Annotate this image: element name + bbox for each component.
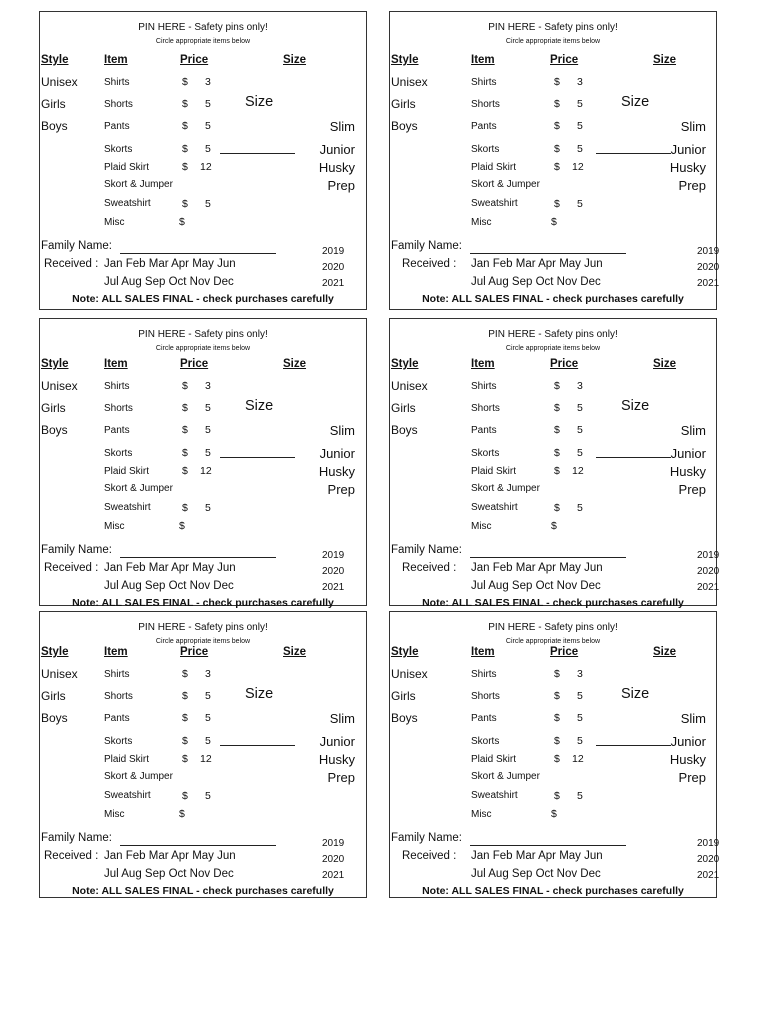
year-2021: 2021 [322, 582, 345, 593]
item-shirts: Shirts [471, 669, 497, 680]
size-header: Size [283, 54, 307, 66]
family-name-label: Family Name: [41, 544, 112, 556]
circle-instructions: Circle appropriate items below [155, 638, 251, 645]
item-plaid-skirt: Plaid Skirt [104, 162, 150, 173]
family-name-label: Family Name: [41, 240, 112, 252]
price-currency: $ [182, 402, 188, 414]
price-plaid-skirt: 12 [200, 465, 212, 477]
price-currency: $ [551, 520, 557, 532]
family-name-label: Family Name: [391, 544, 462, 556]
pin-here-text: PIN HERE - Safety pins only! [488, 622, 618, 633]
order-form-card [389, 611, 720, 898]
pin-here-text: PIN HERE - Safety pins only! [488, 329, 618, 340]
size-prep: Prep [678, 770, 706, 785]
circle-instructions: Circle appropriate items below [505, 38, 601, 45]
item-shorts: Shorts [104, 691, 133, 702]
style-girls: Girls [41, 97, 66, 111]
price-currency: $ [554, 735, 560, 747]
style-unisex: Unisex [41, 75, 78, 89]
size-label: Size [245, 398, 274, 414]
size-husky: Husky [669, 464, 706, 479]
family-name-label: Family Name: [391, 240, 462, 252]
price-currency: $ [554, 690, 560, 702]
price-pants: 5 [205, 424, 211, 436]
order-form-card [389, 11, 720, 310]
price-currency: $ [554, 465, 560, 477]
item-header: Item [471, 646, 495, 658]
received-label: Received : [402, 562, 457, 574]
price-skorts: 5 [205, 735, 211, 747]
price-currency: $ [182, 76, 188, 88]
item-misc: Misc [471, 521, 492, 532]
item-sweatshirt: Sweatshirt [471, 502, 518, 513]
months-row-2: Jul Aug Sep Oct Nov Dec [104, 868, 234, 880]
style-girls: Girls [41, 401, 66, 415]
months-row-1: Jan Feb Mar Apr May Jun [471, 258, 603, 270]
price-shorts: 5 [205, 98, 211, 110]
item-header: Item [104, 358, 128, 370]
style-unisex: Unisex [391, 667, 428, 681]
sales-final-note: Note: ALL SALES FINAL - check purchases carefully [72, 597, 334, 609]
months-row-2: Jul Aug Sep Oct Nov Dec [471, 276, 601, 288]
item-misc: Misc [471, 809, 492, 820]
size-write-line[interactable] [596, 745, 671, 746]
item-shorts: Shorts [471, 403, 500, 414]
size-write-line[interactable] [596, 153, 671, 154]
price-currency: $ [551, 216, 557, 228]
size-prep: Prep [327, 178, 355, 193]
item-pants: Pants [104, 713, 130, 724]
style-unisex: Unisex [41, 667, 78, 681]
item-pants: Pants [471, 425, 497, 436]
received-label: Received : [402, 850, 457, 862]
price-shirts: 3 [577, 76, 583, 88]
price-shorts: 5 [577, 402, 583, 414]
price-currency: $ [182, 198, 188, 210]
size-junior: Junior [670, 142, 706, 157]
size-husky: Husky [318, 160, 355, 175]
item-skort-jumper: Skort & Jumper [104, 483, 173, 494]
item-plaid-skirt: Plaid Skirt [471, 162, 517, 173]
item-skorts: Skorts [471, 736, 500, 747]
year-2021: 2021 [322, 278, 345, 289]
pin-here-text: PIN HERE - Safety pins only! [138, 329, 268, 340]
family-name-line[interactable] [120, 845, 276, 846]
year-2020: 2020 [697, 854, 720, 865]
order-form-card [39, 11, 367, 310]
price-currency: $ [551, 808, 557, 820]
price-skorts: 5 [577, 447, 583, 459]
circle-instructions: Circle appropriate items below [155, 345, 251, 352]
sales-final-note: Note: ALL SALES FINAL - check purchases carefully [72, 885, 334, 897]
price-currency: $ [554, 76, 560, 88]
months-row-1: Jan Feb Mar Apr May Jun [104, 258, 236, 270]
price-header: Price [180, 358, 209, 370]
item-misc: Misc [104, 521, 125, 532]
item-skort-jumper: Skort & Jumper [104, 179, 173, 190]
size-write-line[interactable] [596, 457, 671, 458]
year-2020: 2020 [322, 854, 345, 865]
size-prep: Prep [678, 482, 706, 497]
item-misc: Misc [104, 217, 125, 228]
received-label: Received : [402, 258, 457, 270]
year-2021: 2021 [697, 870, 720, 881]
price-currency: $ [182, 712, 188, 724]
style-girls: Girls [391, 97, 416, 111]
order-form-card [389, 318, 720, 609]
style-girls: Girls [41, 689, 66, 703]
item-skort-jumper: Skort & Jumper [471, 483, 540, 494]
year-2019: 2019 [322, 246, 345, 257]
style-girls: Girls [391, 401, 416, 415]
size-label: Size [621, 686, 650, 702]
item-sweatshirt: Sweatshirt [471, 790, 518, 801]
size-junior: Junior [319, 734, 355, 749]
price-shirts: 3 [577, 668, 583, 680]
received-label: Received : [44, 562, 99, 574]
price-skorts: 5 [205, 143, 211, 155]
circle-instructions: Circle appropriate items below [155, 38, 251, 45]
price-currency: $ [179, 520, 185, 532]
price-pants: 5 [577, 120, 583, 132]
price-currency: $ [554, 447, 560, 459]
pin-here-text: PIN HERE - Safety pins only! [138, 622, 268, 633]
price-shirts: 3 [205, 668, 211, 680]
price-currency: $ [182, 161, 188, 173]
price-currency: $ [554, 424, 560, 436]
price-currency: $ [182, 735, 188, 747]
size-header: Size [653, 54, 677, 66]
order-form-card [39, 611, 367, 898]
months-row-2: Jul Aug Sep Oct Nov Dec [471, 580, 601, 592]
months-row-1: Jan Feb Mar Apr May Jun [104, 562, 236, 574]
item-pants: Pants [471, 121, 497, 132]
style-boys: Boys [391, 119, 418, 133]
family-name-line[interactable] [470, 845, 626, 846]
price-sweatshirt: 5 [205, 198, 211, 210]
price-sweatshirt: 5 [205, 790, 211, 802]
size-label: Size [621, 398, 650, 414]
item-header: Item [104, 646, 128, 658]
family-name-line[interactable] [470, 557, 626, 558]
family-name-label: Family Name: [391, 832, 462, 844]
price-skorts: 5 [577, 735, 583, 747]
price-header: Price [180, 646, 209, 658]
year-2021: 2021 [697, 582, 720, 593]
item-shirts: Shirts [471, 381, 497, 392]
size-prep: Prep [678, 178, 706, 193]
size-slim: Slim [680, 119, 706, 134]
size-junior: Junior [319, 142, 355, 157]
item-sweatshirt: Sweatshirt [104, 502, 151, 513]
price-currency: $ [554, 753, 560, 765]
circle-instructions: Circle appropriate items below [505, 638, 601, 645]
item-skorts: Skorts [471, 448, 500, 459]
size-prep: Prep [327, 482, 355, 497]
order-form-card [39, 318, 367, 609]
price-currency: $ [182, 98, 188, 110]
item-sweatshirt: Sweatshirt [104, 198, 151, 209]
year-2020: 2020 [697, 262, 720, 273]
item-skort-jumper: Skort & Jumper [104, 771, 173, 782]
item-shorts: Shorts [104, 403, 133, 414]
item-pants: Pants [104, 425, 130, 436]
item-misc: Misc [104, 809, 125, 820]
price-plaid-skirt: 12 [572, 753, 584, 765]
item-shirts: Shirts [471, 77, 497, 88]
sales-final-note: Note: ALL SALES FINAL - check purchases carefully [422, 885, 684, 897]
price-shirts: 3 [205, 76, 211, 88]
size-write-line[interactable] [220, 745, 295, 746]
months-row-2: Jul Aug Sep Oct Nov Dec [104, 580, 234, 592]
year-2021: 2021 [322, 870, 345, 881]
size-header: Size [653, 358, 677, 370]
style-boys: Boys [391, 711, 418, 725]
size-husky: Husky [318, 464, 355, 479]
size-slim: Slim [329, 119, 355, 134]
price-currency: $ [554, 120, 560, 132]
price-header: Price [550, 646, 579, 658]
price-currency: $ [554, 161, 560, 173]
item-skorts: Skorts [471, 144, 500, 155]
sales-final-note: Note: ALL SALES FINAL - check purchases carefully [422, 597, 684, 609]
price-skorts: 5 [577, 143, 583, 155]
year-2019: 2019 [697, 246, 720, 257]
item-shirts: Shirts [104, 669, 130, 680]
pin-here-text: PIN HERE - Safety pins only! [138, 22, 268, 33]
size-write-line[interactable] [220, 457, 295, 458]
price-header: Price [180, 54, 209, 66]
sales-final-note: Note: ALL SALES FINAL - check purchases carefully [72, 293, 334, 305]
item-header: Item [471, 358, 495, 370]
price-pants: 5 [577, 424, 583, 436]
price-currency: $ [182, 447, 188, 459]
price-pants: 5 [205, 120, 211, 132]
year-2020: 2020 [322, 262, 345, 273]
received-label: Received : [44, 850, 99, 862]
size-header: Size [283, 358, 307, 370]
received-label: Received : [44, 258, 99, 270]
price-currency: $ [179, 216, 185, 228]
year-2020: 2020 [322, 566, 345, 577]
size-label: Size [621, 94, 650, 110]
price-shorts: 5 [205, 690, 211, 702]
item-shirts: Shirts [104, 381, 130, 392]
size-slim: Slim [680, 711, 706, 726]
size-husky: Husky [318, 752, 355, 767]
style-header: Style [391, 646, 419, 658]
item-misc: Misc [471, 217, 492, 228]
item-skort-jumper: Skort & Jumper [471, 771, 540, 782]
size-header: Size [653, 646, 677, 658]
price-currency: $ [182, 502, 188, 514]
price-skorts: 5 [205, 447, 211, 459]
item-pants: Pants [104, 121, 130, 132]
price-sweatshirt: 5 [577, 502, 583, 514]
year-2019: 2019 [697, 838, 720, 849]
size-slim: Slim [329, 423, 355, 438]
year-2021: 2021 [697, 278, 720, 289]
price-currency: $ [554, 668, 560, 680]
item-plaid-skirt: Plaid Skirt [104, 466, 150, 477]
item-skorts: Skorts [104, 448, 133, 459]
price-sweatshirt: 5 [205, 502, 211, 514]
style-unisex: Unisex [391, 379, 428, 393]
price-header: Price [550, 54, 579, 66]
item-sweatshirt: Sweatshirt [104, 790, 151, 801]
price-currency: $ [554, 143, 560, 155]
family-name-line[interactable] [120, 557, 276, 558]
price-currency: $ [554, 712, 560, 724]
price-currency: $ [182, 753, 188, 765]
size-junior: Junior [670, 446, 706, 461]
size-slim: Slim [329, 711, 355, 726]
year-2019: 2019 [322, 838, 345, 849]
size-label: Size [245, 686, 274, 702]
style-boys: Boys [391, 423, 418, 437]
price-currency: $ [554, 198, 560, 210]
price-shirts: 3 [205, 380, 211, 392]
price-currency: $ [182, 143, 188, 155]
price-shorts: 5 [205, 402, 211, 414]
pin-here-text: PIN HERE - Safety pins only! [488, 22, 618, 33]
size-label: Size [245, 94, 274, 110]
size-write-line[interactable] [220, 153, 295, 154]
item-shorts: Shorts [471, 691, 500, 702]
months-row-2: Jul Aug Sep Oct Nov Dec [104, 276, 234, 288]
size-prep: Prep [327, 770, 355, 785]
item-plaid-skirt: Plaid Skirt [471, 466, 517, 477]
family-name-line[interactable] [120, 253, 276, 254]
size-header: Size [283, 646, 307, 658]
style-header: Style [41, 54, 69, 66]
price-sweatshirt: 5 [577, 790, 583, 802]
size-junior: Junior [670, 734, 706, 749]
price-plaid-skirt: 12 [200, 753, 212, 765]
price-pants: 5 [577, 712, 583, 724]
style-unisex: Unisex [391, 75, 428, 89]
months-row-1: Jan Feb Mar Apr May Jun [104, 850, 236, 862]
price-plaid-skirt: 12 [572, 161, 584, 173]
price-currency: $ [182, 380, 188, 392]
year-2019: 2019 [697, 550, 720, 561]
item-shorts: Shorts [471, 99, 500, 110]
size-husky: Husky [669, 160, 706, 175]
item-shorts: Shorts [104, 99, 133, 110]
sales-final-note: Note: ALL SALES FINAL - check purchases carefully [422, 293, 684, 305]
price-shirts: 3 [577, 380, 583, 392]
item-skorts: Skorts [104, 144, 133, 155]
price-currency: $ [182, 465, 188, 477]
style-header: Style [41, 646, 69, 658]
months-row-1: Jan Feb Mar Apr May Jun [471, 562, 603, 574]
price-currency: $ [554, 790, 560, 802]
price-currency: $ [554, 98, 560, 110]
style-boys: Boys [41, 711, 68, 725]
price-shorts: 5 [577, 98, 583, 110]
size-slim: Slim [680, 423, 706, 438]
style-girls: Girls [391, 689, 416, 703]
circle-instructions: Circle appropriate items below [505, 345, 601, 352]
item-pants: Pants [471, 713, 497, 724]
price-currency: $ [179, 808, 185, 820]
style-boys: Boys [41, 119, 68, 133]
item-shirts: Shirts [104, 77, 130, 88]
size-husky: Husky [669, 752, 706, 767]
family-name-line[interactable] [470, 253, 626, 254]
price-currency: $ [182, 120, 188, 132]
year-2019: 2019 [322, 550, 345, 561]
item-sweatshirt: Sweatshirt [471, 198, 518, 209]
style-unisex: Unisex [41, 379, 78, 393]
price-pants: 5 [205, 712, 211, 724]
price-header: Price [550, 358, 579, 370]
price-plaid-skirt: 12 [200, 161, 212, 173]
price-currency: $ [182, 424, 188, 436]
price-currency: $ [182, 790, 188, 802]
style-boys: Boys [41, 423, 68, 437]
price-currency: $ [554, 502, 560, 514]
family-name-label: Family Name: [41, 832, 112, 844]
price-currency: $ [554, 380, 560, 392]
price-currency: $ [182, 668, 188, 680]
item-skorts: Skorts [104, 736, 133, 747]
item-plaid-skirt: Plaid Skirt [471, 754, 517, 765]
size-junior: Junior [319, 446, 355, 461]
item-skort-jumper: Skort & Jumper [471, 179, 540, 190]
item-plaid-skirt: Plaid Skirt [104, 754, 150, 765]
item-header: Item [471, 54, 495, 66]
style-header: Style [41, 358, 69, 370]
style-header: Style [391, 358, 419, 370]
price-shorts: 5 [577, 690, 583, 702]
price-currency: $ [182, 690, 188, 702]
price-plaid-skirt: 12 [572, 465, 584, 477]
style-header: Style [391, 54, 419, 66]
price-sweatshirt: 5 [577, 198, 583, 210]
price-currency: $ [554, 402, 560, 414]
months-row-2: Jul Aug Sep Oct Nov Dec [471, 868, 601, 880]
item-header: Item [104, 54, 128, 66]
months-row-1: Jan Feb Mar Apr May Jun [471, 850, 603, 862]
year-2020: 2020 [697, 566, 720, 577]
